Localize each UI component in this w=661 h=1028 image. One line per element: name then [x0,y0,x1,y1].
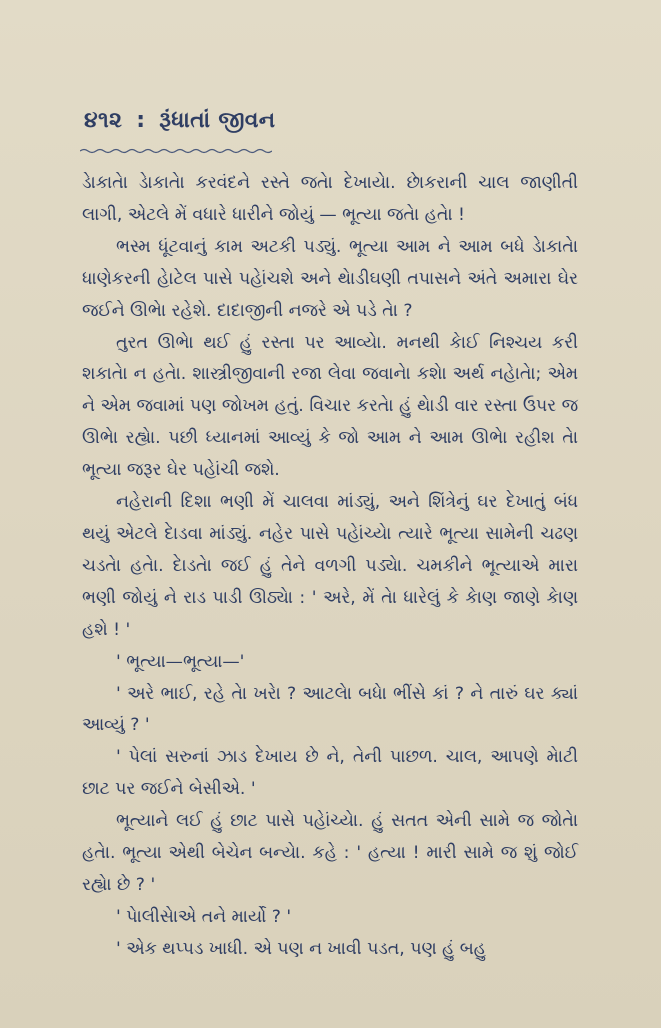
dialogue-line: ' અરે ભાઈ, રહે તેા ખરેા ? આટલેા બધેા ભીંસે કાં ? ને તારું ઘર ક્યાં આવ્યું ? ' [82,683,578,736]
running-header [84,108,276,133]
book-title: રૂંધાતાં જીવન [159,108,276,133]
paragraph: નહેરાની દિશા ભણી મેં ચાલવા માંડ્યું, અને શિંત્રેનું ઘર દેખાતું બંધ થયું એટલે દેાડવા માંડ્યું. નહેર પાસે પહેાંચ્યેા ત્યારે ભૂત્યા સામેની ચઢણ ચડતેા હતેા. દેાડતેા જઈ હું તેને વળગી પડ્યેા. ચમકીને ભૂત્યાએ મારા ભણી જોયું ને રાડ પાડી ઊઠ્યેા : ' અરે, મેં તેા ધારેલું કે કેાણ જાણે કેાણ હશે ! ' [82,492,578,640]
dialogue-line: ' પેાલીસેાએ તને માર્યો ? ' [116,906,292,927]
header-separator: : [136,108,146,133]
body-text [82,168,578,966]
paragraph: ભસ્મ ધૂંટવાનું કામ અટકી પડ્યું. ભૂત્યા આમ ને આમ બધે ડેાકાતેા ધાણેકરની હેાટેલ પાસે પહેાંચશે અને થેાડીઘણી તપાસને અંતે અમારા ઘેર જઈને ઊભેા રહેશે. દાદાજીની નજરે એ પડે તેા ? [82,236,578,321]
dialogue-line: ' ભૂત્યા—ભૂત્યા—' [116,651,245,672]
dialogue-line: ' પેલાં સરુનાં ઝાડ દેખાય છે ને, તેની પાછળ. ચાલ, આપણે મેાટી છાટ પર જઈને બેસીએ. ' [82,747,578,800]
paragraph: તુરત ઊભેા થઈ હું રસ્તા પર આવ્યેા. મનથી કેાઈ નિશ્ચય કરી શકાતેા ન હતેા. શાસ્ત્રીજીવાની રજા લેવા જવાનેા કશેા અર્થ નહેાતેા; એમ ને એમ જવામાં પણ જોખમ હતું. વિચાર કરતેા હું થેાડી વાર રસ્તા ઉપર જ ઊભેા રહ્યેા. પછી ધ્યાનમાં આવ્યું કે જો આમ ને આમ ઊભેા રહીશ તેા ભૂત્યા જરૂર ઘેર પહેાંચી જશે. [82,332,578,481]
paragraph: ભૂત્યાને લઈ હું છાટ પાસે પહેાંચ્યેા. હું સતત એની સામે જ જોતેા હતેા. ભૂત્યા એથી બેચેન બન્યેા. કહે : ' હત્યા ! મારી સામે જ શું જોઈ રહ્યેા છે ? ' [82,811,578,895]
page-number: ૪૧૨ [84,108,123,133]
header-wavy-rule [80,148,272,154]
dialogue-line: ' એક થપ્પડ ખાધી. એ પણ ન ખાવી પડત, પણ હું બહુ [116,938,486,959]
paragraph: ડેાકાતેા ડેાકાતેા કરવંદને રસ્તે જતેા દેખાયેા. છેાકરાની ચાલ જાણીતી લાગી, એટલે મેં વધારે ધારીને જોયું — ભૂત્યા જતેા હતેા ! [82,173,578,225]
